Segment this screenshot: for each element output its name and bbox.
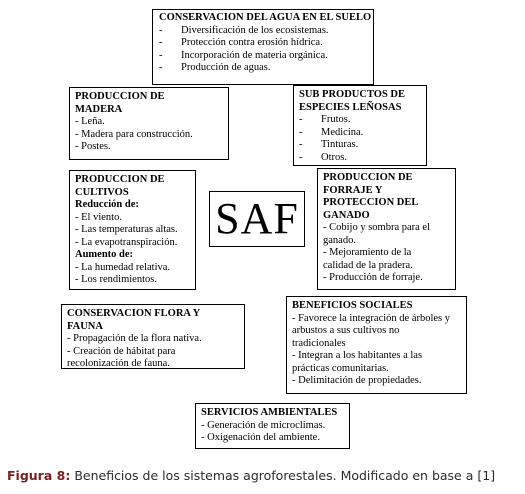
- list-item: - Leña.: [75, 116, 105, 127]
- produccion-cultivos-title-2: CULTIVOS: [75, 186, 129, 198]
- text-line: ganado.: [323, 234, 356, 246]
- caption-label: Figura 8:: [7, 468, 71, 483]
- text-line: - Integran a los habitantes a las: [292, 350, 423, 361]
- produccion-forraje-title-3: PROTECCION DEL: [323, 197, 419, 208]
- list-item: - El viento.: [75, 211, 122, 223]
- conservacion-flora-title-1: CONSERVACION FLORA Y: [67, 308, 201, 319]
- reduccion-subtitle: Reducción de:: [75, 199, 139, 210]
- list-item: - La humedad relativa.: [75, 261, 171, 273]
- list-item: - Diversificación de los ecosistemas.: [159, 24, 329, 36]
- list-item: - Otros.: [299, 151, 347, 163]
- list-item: - Oxigenación del ambiente.: [201, 432, 320, 443]
- beneficios-sociales-box: [286, 296, 467, 394]
- text-line: calidad de la pradera.: [323, 259, 413, 271]
- produccion-forraje-title-1: PRODUCCION DE: [323, 172, 413, 183]
- list-item: - Tinturas.: [299, 139, 359, 150]
- servicios-ambientales-box: [195, 403, 350, 449]
- conservacion-agua-title: CONSERVACION DEL AGUA EN EL SUELO: [159, 12, 372, 23]
- text-line: recolonización de fauna.: [67, 358, 170, 369]
- list-item: - Las temperaturas altas.: [75, 224, 178, 235]
- list-item: - Medicina.: [299, 126, 364, 138]
- sub-productos-box: [293, 85, 427, 166]
- produccion-madera-title-1: PRODUCCION DE: [75, 91, 165, 102]
- list-item: - Madera para construcción.: [75, 128, 193, 140]
- text-line: - Propagación de la flora nativa.: [67, 333, 202, 344]
- sub-productos-title-1: SUB PRODUCTOS DE: [299, 89, 405, 100]
- list-item: - Protección contra erosión hídrica.: [159, 37, 323, 48]
- list-item: - Los rendimientos.: [75, 274, 157, 285]
- text-line: tradicionales: [292, 337, 346, 349]
- servicios-ambientales-title: SERVICIOS AMBIENTALES: [201, 407, 338, 418]
- text-line: - Favorece la integración de árboles y: [292, 312, 451, 324]
- conservacion-flora-box: [61, 304, 245, 369]
- text-line: - Mejoramiento de la: [323, 247, 412, 258]
- produccion-madera-title-2: MADERA: [75, 103, 123, 115]
- produccion-madera-box: [69, 87, 229, 160]
- list-item: - Generación de microclimas.: [201, 419, 326, 431]
- text-line: prácticas comunitarias.: [292, 362, 389, 374]
- caption-text: Beneficios de los sistemas agroforestales. Modificado en base a [1]: [74, 468, 496, 483]
- conservacion-flora-title-2: FAUNA: [67, 320, 103, 332]
- text-line: - Producción de forraje.: [323, 272, 423, 283]
- produccion-forraje-title-4: GANADO: [323, 209, 370, 221]
- text-line: - Cobijo y sombra para el: [323, 222, 431, 233]
- list-item: - Postes.: [75, 141, 111, 152]
- figure-caption: [7, 468, 522, 483]
- text-line: arbustos a sus cultivos no: [292, 325, 400, 336]
- conservacion-agua-box: [152, 9, 374, 85]
- produccion-forraje-box: [317, 168, 456, 290]
- list-item: - Producción de aguas.: [159, 62, 271, 73]
- sub-productos-title-2: ESPECIES LEÑOSAS: [299, 101, 402, 113]
- list-item: - La evapotranspiración.: [75, 236, 178, 248]
- aumento-subtitle: Aumento de:: [75, 249, 134, 260]
- produccion-forraje-title-2: FORRAJE Y: [323, 184, 383, 196]
- list-item: - Frutos.: [299, 114, 351, 125]
- saf-label: SAF: [209, 191, 305, 247]
- produccion-cultivos-box: [69, 170, 196, 290]
- list-item: - Incorporación de materia orgánica.: [159, 49, 328, 61]
- produccion-cultivos-title-1: PRODUCCION DE: [75, 174, 165, 185]
- beneficios-sociales-title: BENEFICIOS SOCIALES: [292, 300, 413, 311]
- text-line: - Delimitación de propiedades.: [292, 375, 422, 386]
- text-line: - Creación de hábitat para: [67, 345, 176, 357]
